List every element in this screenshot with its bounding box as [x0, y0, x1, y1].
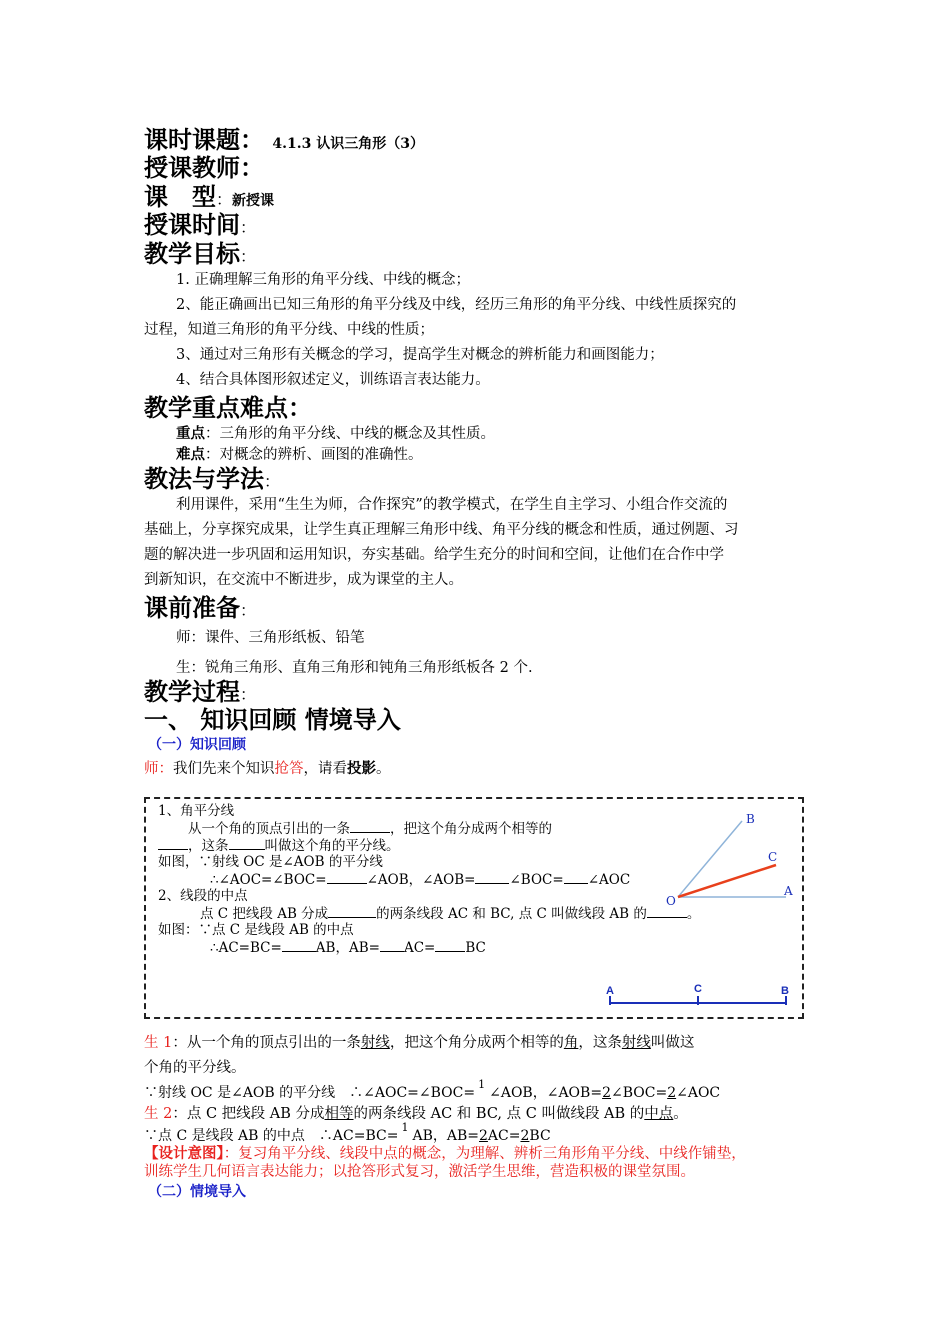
box-line	[200, 905, 700, 923]
box-line	[188, 820, 552, 838]
eq-text: AC=	[487, 1128, 521, 1144]
answer-blank	[380, 939, 404, 952]
eq-text: ∵点 C 是线段 AB 的中点 ∴AC=BC=	[144, 1128, 399, 1144]
process-heading	[144, 678, 256, 709]
box-text: AC=	[403, 940, 436, 956]
box-text: ∠AOB，∠AOB=	[366, 872, 476, 888]
colon: ：	[240, 247, 257, 266]
answer-fill: 角	[563, 1035, 579, 1051]
answer-fill: 中点	[644, 1106, 674, 1122]
answer-fill: 射线	[621, 1035, 651, 1051]
eq-text: ∵射线 OC 是∠AOB 的平分线 ∴∠AOC=∠BOC=	[144, 1085, 476, 1101]
prompt-text: 我们先来个知识	[173, 761, 275, 777]
box-line	[158, 837, 400, 855]
time-label: 授课时间	[144, 211, 240, 239]
topic-value: 4.1.3 认识三角形（3）	[272, 136, 424, 152]
colon: ：	[240, 154, 264, 182]
box-line: 1、角平分线	[158, 803, 235, 819]
section-title: 一、 知识回顾 情境导入	[144, 706, 401, 734]
design-text: ：复习角平分线、线段中点的概念，为理解、辨析三角形角平分线、中线作铺垫，	[223, 1146, 746, 1162]
method-label: 教法与学法	[144, 465, 264, 493]
answer-blank	[350, 820, 390, 833]
answer-fill: 相等	[324, 1106, 354, 1122]
seg-label-b: B	[781, 985, 789, 997]
eq-text: ∠AOB，∠AOB=	[489, 1085, 603, 1101]
prompt-highlight: 抢答	[274, 761, 304, 777]
projection-box	[144, 797, 804, 1019]
design-intent-line2: 训练学生几何语言表达能力；以抢答形式复习，激活学生思维，营造积极的课堂氛围。	[144, 1164, 695, 1180]
student2-answer	[144, 1102, 688, 1126]
fraction-half	[475, 1078, 489, 1097]
box-line: 如图，∵射线 OC 是∠AOB 的平分线	[158, 854, 383, 870]
design-intent	[144, 1145, 746, 1163]
method-line: 基础上，分享探究成果，让学生真正理解三角形中线、角平分线的概念和性质，通过例题、习	[144, 522, 739, 538]
answer-blank	[564, 871, 588, 884]
design-label: 【设计意图】	[144, 1145, 224, 1162]
prep-label: 课前准备	[144, 594, 240, 622]
box-text: 点 C 把线段 AB 分成	[200, 906, 329, 922]
method-line: 到新知识，在交流中不断进步，成为课堂的主人。	[144, 572, 463, 588]
answer-text: 的两条线段 AC 和 BC, 点 C 叫做线段 AB 的	[353, 1106, 645, 1122]
answer-blank	[328, 905, 376, 918]
type-label: 课 型	[144, 183, 216, 211]
answer-blank	[475, 871, 509, 884]
teacher-label: 授课教师	[144, 154, 240, 182]
answer-blank	[435, 939, 465, 952]
hard-label: 难点	[176, 446, 205, 463]
prep-teacher: 师：课件、三角形纸板、铅笔	[176, 630, 365, 646]
box-line: 2、线段的中点	[158, 888, 248, 904]
box-text: ，把这个角分成两个相等的	[390, 821, 552, 837]
eq-text: AB，AB=	[412, 1128, 479, 1144]
box-line	[210, 871, 630, 889]
eq-text: ∠AOC	[676, 1085, 721, 1101]
colon: ：	[264, 472, 281, 491]
box-text: BC	[465, 940, 486, 956]
prompt-bold: 投影	[347, 760, 376, 777]
answer-blank	[158, 837, 188, 850]
angle-bisector-figure	[666, 809, 801, 914]
box-text: ∠AOC	[587, 872, 631, 888]
prompt-text: ，请看	[303, 761, 347, 777]
subsection-scenario: （二）情境导入	[148, 1184, 246, 1200]
answer-text: ：点 C 把线段 AB 分成	[172, 1106, 325, 1122]
answer-fill: 射线	[360, 1035, 390, 1051]
colon: ：	[216, 190, 233, 209]
fraction-half	[398, 1121, 412, 1140]
goal-item: 1. 正确理解三角形的角平分线、中线的概念；	[176, 272, 470, 288]
method-line: 利用课件，采用“生生为师，合作探究”的教学模式，在学生自主学习、小组合作交流的	[176, 497, 728, 513]
eq-fill: 2	[602, 1085, 611, 1101]
hard-point	[176, 443, 423, 467]
eq-fill: 2	[479, 1128, 488, 1144]
box-text: ∴AC=BC=	[210, 940, 282, 956]
colon: ：	[240, 685, 257, 704]
ray-oc	[678, 865, 776, 897]
teacher-line	[144, 154, 264, 182]
eq-fill: 2	[520, 1128, 530, 1144]
answer-blank	[327, 871, 367, 884]
goal-label: 教学目标	[144, 240, 240, 268]
student-label: 生 1	[144, 1035, 173, 1051]
goal-item: 3、通过对三角形有关概念的学习，提高学生对概念的辨析能力和画图能力；	[176, 347, 664, 363]
hard-text: ：对概念的辨析、画图的准确性。	[205, 447, 423, 463]
colon: ：	[240, 601, 257, 620]
label-o: O	[666, 894, 676, 908]
box-text: 。	[686, 906, 701, 922]
box-text: ∠BOC=	[509, 872, 564, 888]
process-label: 教学过程	[144, 678, 240, 706]
answer-blank	[282, 939, 316, 952]
fraction-numerator: 1	[401, 1121, 409, 1134]
type-value: 新授课	[232, 193, 275, 209]
method-heading	[144, 465, 280, 496]
answer-text: 叫做这	[650, 1035, 695, 1051]
student1-answer	[144, 1031, 694, 1055]
time-line	[144, 211, 256, 242]
method-line: 题的解决进一步巩固和运用知识，夯实基础。给学生充分的时间和空间，让他们在合作中学	[144, 547, 724, 563]
box-line	[210, 939, 486, 957]
eq-text: ∠BOC=	[610, 1085, 668, 1101]
box-line: 如图：∵点 C 是线段 AB 的中点	[158, 922, 354, 938]
box-text: 叫做这个角的平分线。	[264, 838, 400, 854]
seg-label-c: C	[694, 983, 702, 995]
key-label: 重点	[176, 425, 205, 442]
key-points-heading: 教学重点难点：	[144, 394, 312, 422]
seg-label-a: A	[606, 985, 614, 997]
key-text: ：三角形的角平分线、中线的概念及其性质。	[205, 426, 495, 442]
colon: ：	[240, 218, 257, 237]
prompt-text: 。	[376, 761, 391, 777]
goal-item: 过程，知道三角形的角平分线、中线的性质；	[144, 322, 434, 338]
segment-midpoint-figure	[598, 981, 798, 1015]
answer-text: ：从一个角的顶点引出的一条	[172, 1035, 361, 1051]
prep-heading	[144, 594, 256, 625]
goal-item: 4、结合具体图形叙述定义，训练语言表达能力。	[176, 372, 490, 388]
teacher-prompt	[144, 757, 391, 781]
goal-heading	[144, 240, 256, 271]
answer-blank	[229, 837, 265, 850]
box-text: AB，AB=	[315, 940, 380, 956]
topic-label: 课时课题	[144, 126, 240, 154]
label-c: C	[768, 850, 778, 864]
fraction-numerator: 1	[478, 1078, 486, 1091]
box-text: ∴∠AOC=∠BOC=	[210, 872, 327, 888]
student1-answer-line2: 个角的平分线。	[144, 1060, 246, 1076]
eq-text: BC	[529, 1128, 551, 1144]
colon: ：	[240, 126, 264, 154]
subsection-review: （一）知识回顾	[148, 737, 246, 753]
goal-item: 2、能正确画出已知三角形的角平分线及中线，经历三角形的角平分线、中线性质探究的	[176, 297, 737, 313]
label-a: A	[784, 884, 793, 898]
teacher-prefix: 师：	[144, 761, 173, 777]
eq-fill: 2	[667, 1085, 677, 1101]
answer-text: ，把这个角分成两个相等的	[389, 1035, 564, 1051]
box-text: ，这条	[188, 838, 229, 854]
box-text: 的两条线段 AC 和 BC, 点 C 叫做线段 AB 的	[376, 906, 647, 922]
prep-student: 生：锐角三角形、直角三角形和钝角三角形纸板各 2 个.	[176, 660, 533, 676]
box-text: 从一个角的顶点引出的一条	[188, 821, 350, 837]
student-label: 生 2	[144, 1106, 173, 1122]
label-b: B	[746, 812, 755, 826]
answer-text: 。	[673, 1106, 688, 1122]
answer-text: ，这条	[578, 1035, 622, 1051]
